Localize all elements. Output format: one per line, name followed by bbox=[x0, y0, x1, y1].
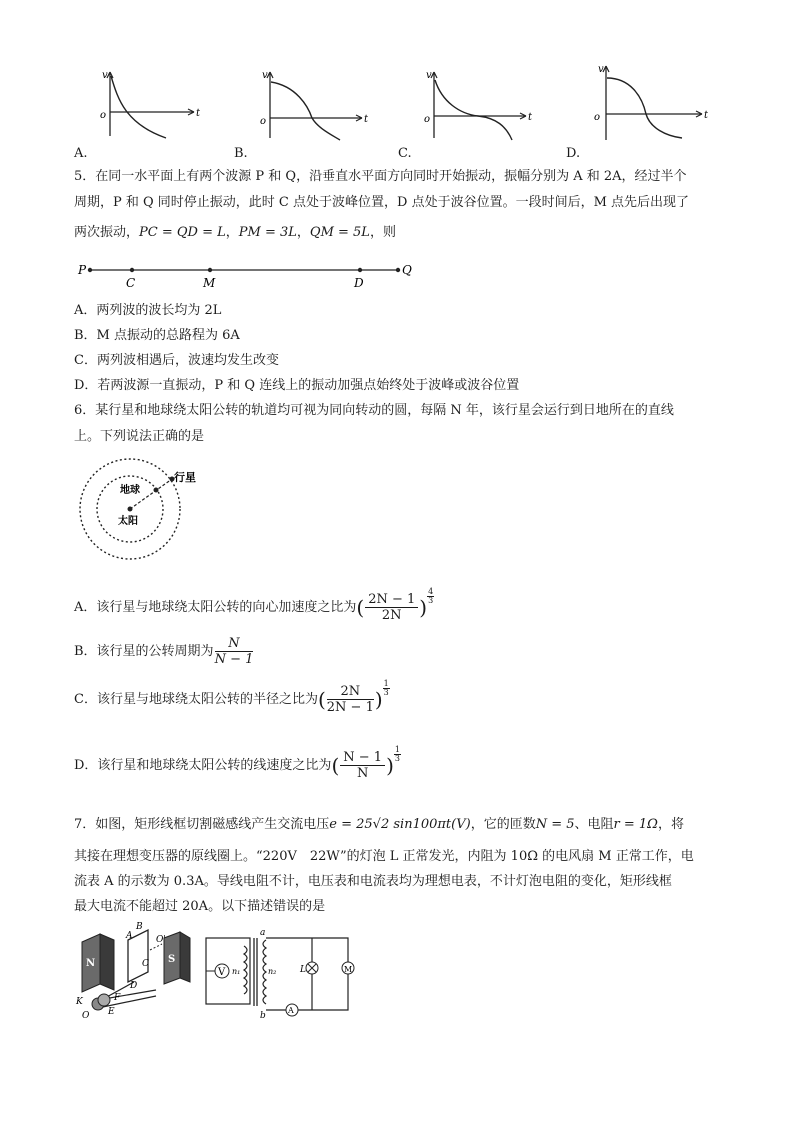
q7-stem-line-1: 7．如图，矩形线框切割磁感线产生交流电压e = 25√2 sin100πt(V)，它的匝数N = 5、电阻r = 1Ω，将 bbox=[74, 817, 684, 832]
q7-stem-line-3: 流表 A 的示数为 0.3A。导线电阻不计，电压表和电流表均为理想电表，不计灯泡电阻的变化，矩形线框 bbox=[74, 874, 672, 889]
origin-label: o bbox=[100, 110, 107, 121]
q6-option-d[interactable]: D．该行星和地球绕太阳公转的线速度之比为( $\frac{N - 1}{N}$ ) $\frac{1}{3}$ bbox=[74, 745, 400, 781]
q6-orbit-diagram bbox=[76, 454, 196, 564]
coil-b-label: B bbox=[136, 922, 143, 932]
q7-stem-line-4: 最大电流不能超过 20A。以下描述错误的是 bbox=[74, 899, 326, 914]
axis-v-label: v bbox=[598, 64, 604, 75]
q5-wave-diagram bbox=[76, 258, 426, 290]
q5-option-c[interactable]: C．两列波相遇后，波速均发生改变 bbox=[74, 353, 279, 368]
q6-stem-line-1: 6．某行星和地球绕太阳公转的轨道均可视为同向转动的圆，每隔 N 年，该行星会运行到日地所在的直线 bbox=[74, 403, 674, 418]
point-p-label: P bbox=[78, 263, 87, 277]
origin-label: o bbox=[424, 114, 431, 125]
magnet-s-label: S bbox=[168, 954, 176, 965]
q5-option-d[interactable]: D．若两波源一直振动，P 和 Q 连线上的振动加强点始终处于波峰或波谷位置 bbox=[74, 378, 520, 393]
brush-e-label: E bbox=[108, 1007, 115, 1017]
axis-t-label: t bbox=[364, 114, 369, 125]
q7-generator-diagram bbox=[74, 920, 200, 1020]
axis-t-label: t bbox=[704, 110, 709, 121]
n2-label: n₂ bbox=[268, 967, 277, 976]
voltmeter-label: V bbox=[218, 967, 226, 978]
earth-label: 地球 bbox=[120, 485, 140, 496]
q6-option-c[interactable]: C．该行星与地球绕太阳公转的半径之比为( $\frac{2N}{2N - 1}$ ) $\frac{1}{3}$ bbox=[74, 679, 389, 715]
q5-stem-line-2: 周期，P 和 Q 同时停止振动，此时 C 点处于波峰位置，D 点处于波谷位置。一段时间后，M 点先后出现了 bbox=[74, 195, 690, 210]
q4-graph-c bbox=[420, 66, 540, 146]
point-q-label: Q bbox=[402, 263, 412, 277]
fan-m-label: M bbox=[344, 965, 353, 974]
terminal-a-label: a bbox=[260, 928, 266, 938]
n1-label: n₁ bbox=[232, 967, 241, 976]
q4-option-c[interactable]: C. bbox=[398, 146, 412, 161]
axis-v-label: v bbox=[262, 70, 268, 81]
q4-graph-a bbox=[96, 66, 206, 146]
q5-stem-line-1: 5．在同一水平面上有两个波源 P 和 Q，沿垂直水平面方向同时开始振动，振幅分别为 A 和 2A，经过半个 bbox=[74, 169, 687, 184]
axis-v-label: v bbox=[426, 70, 432, 81]
axis-t-label: t bbox=[196, 108, 201, 119]
point-d-label: D bbox=[354, 276, 364, 290]
q6-option-b[interactable]: B．该行星的公转周期为 $\frac{N}{N - 1}$ bbox=[74, 636, 254, 667]
axis-o2-label: O' bbox=[156, 935, 166, 945]
brush-f-label: F bbox=[114, 993, 121, 1003]
q5-option-a[interactable]: A．两列波的波长均为 2L bbox=[74, 303, 222, 318]
q6-option-a[interactable]: A．该行星与地球绕太阳公转的向心加速度之比为( $\frac{2N - 1}{2N}$ ) $\frac{4}{3}$ bbox=[74, 587, 434, 623]
q5-stem-line-3: 两次振动，PC = QD = L，PM = 3L，QM = 5L，则 bbox=[74, 225, 396, 240]
q4-option-d[interactable]: D. bbox=[566, 146, 581, 161]
q7-transformer-circuit bbox=[200, 926, 356, 1020]
point-c-label: C bbox=[126, 276, 136, 290]
sun-label: 太阳 bbox=[118, 516, 138, 527]
ammeter-label: A bbox=[288, 1006, 294, 1015]
q7-stem-line-2: 其接在理想变压器的原线圈上。“220V 22W”的灯泡 L 正常发光，内阻为 10Ω 的电风扇 M 正常工作，电 bbox=[74, 849, 694, 864]
lamp-l-label: L bbox=[300, 965, 306, 975]
q4-option-a[interactable]: A. bbox=[74, 146, 88, 161]
axis-t-label: t bbox=[528, 112, 533, 123]
coil-a-label: A bbox=[126, 931, 133, 941]
origin-label: o bbox=[260, 116, 267, 127]
q6-stem-line-2: 上。下列说法正确的是 bbox=[74, 429, 205, 444]
axis-v-label: v bbox=[102, 70, 108, 81]
terminal-b-label: b bbox=[260, 1011, 266, 1020]
magnet-n-label: N bbox=[86, 958, 96, 969]
q4-option-b[interactable]: B. bbox=[234, 146, 248, 161]
coil-d-label: D bbox=[130, 981, 138, 991]
coil-c-label: C bbox=[142, 959, 149, 969]
point-m-label: M bbox=[203, 276, 216, 290]
axis-o-label: O bbox=[82, 1011, 90, 1020]
origin-label: o bbox=[594, 112, 601, 123]
q4-graph-d bbox=[590, 60, 720, 146]
planet-label: 行星 bbox=[174, 471, 196, 484]
q5-option-b[interactable]: B．M 点振动的总路程为 6A bbox=[74, 328, 240, 343]
ring-k-label: K bbox=[76, 997, 83, 1007]
q4-graph-b bbox=[256, 66, 376, 146]
